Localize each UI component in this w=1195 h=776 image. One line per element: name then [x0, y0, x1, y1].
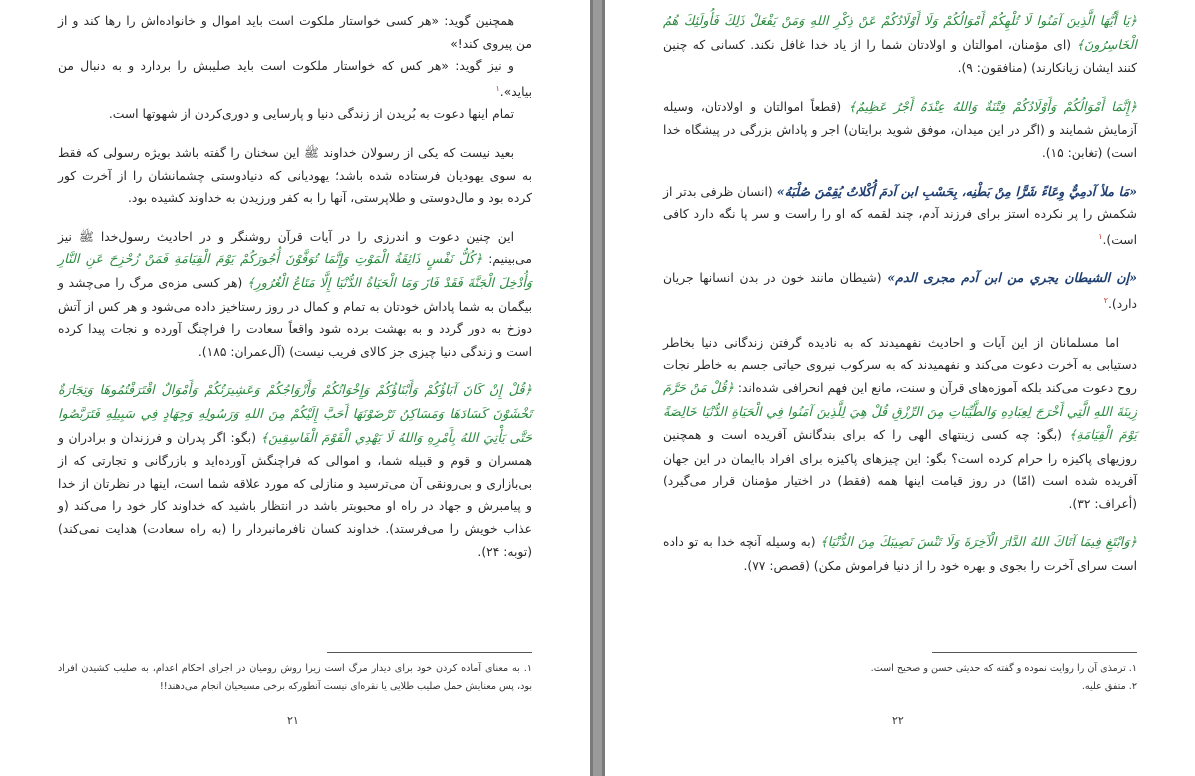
- paragraph-quote: و نیز گوید: «هر کس که خواستار ملکوت است باید صلیبش را بردارد و به دنبال من بیاید».$^۱$: [58, 59, 532, 99]
- quran-verse: ﴿قُلْ مَنْ حَرَّمَ زِينَةَ اللهِ الَّتِي أَخْرَجَ لِعِبَادِهِ وَالطَّيِّبَاتِ مِنَ الرِّزْقِ قُلْ هِيَ لِلَّذِينَ آمَنُوا فِي الْحَيَاةِ الدُّنْيَا خَالِصَةً يَوْمَ الْقِيَامَةِ﴾: [663, 380, 1137, 444]
- footnote-divider: [327, 652, 532, 653]
- paragraph-taghabun: [663, 96, 1137, 165]
- hadith-translation: (انسان ظرفی بدتر از شکمش را پر نکرده استز برای فرزند آدم، چند لقمه که او را راست و سر پا نگه دارد کافی است).: [663, 184, 1137, 247]
- quran-verse: ﴿يَا أَيُّهَا الَّذِينَ آمَنُوا لَا تُلْهِكُمْ أَمْوَالُكُمْ وَلَا أَوْلَادُكُمْ عَنْ ذِكْرِ اللهِ وَمَنْ يَفْعَلْ ذَلِكَ فَأُولَئِكَ هُمُ الْخَاسِرُونَ﴾: [663, 14, 1137, 53]
- footnote-item: ۱. به معنای آماده کردن خود برای دیدار مرگ است زیرا روش رومیان در اجرای احکام اعدام، به صلیب کشیدن افراد بود، پس معنایش حمل صلیب طلایی یا نقره‌ای نیست آنطورکه برخی مسیحیان انجام می‌دهند!!: [58, 663, 532, 692]
- footnotes: [663, 660, 1137, 695]
- quran-verse: ﴿قُلْ إِنْ كَانَ آبَاؤُكُمْ وَأَبْنَاؤُكُمْ وَإِخْوَانُكُمْ وَأَزْوَاجُكُمْ وَعَشِيرَتُكُمْ وَأَمْوَالٌ اقْتَرَفْتُمُوهَا وَتِجَارَةٌ تَخْشَوْنَ كَسَادَهَا وَمَسَاكِنُ تَرْضَوْنَهَا أَحَبَّ إِلَيْكُمْ مِنَ اللهِ وَرَسُولِهِ وَجِهَادٍ فِي سَبِيلِهِ فَتَرَبَّصُوا حَتَّى يَأْتِيَ اللهُ بِأَمْرِهِ وَاللهُ لَا يَهْدِي الْقَوْمَ الْفَاسِقِينَ﴾: [58, 383, 532, 446]
- quran-verse: ﴿كُلُّ نَفْسٍ ذَائِقَةُ الْمَوْتِ وَإِنَّمَا تُوَفَّوْنَ أُجُورَكُمْ يَوْمَ الْقِيَامَةِ فَمَنْ زُحْزِحَ عَنِ النَّارِ وَأُدْخِلَ الْجَنَّةَ فَقَدْ فَازَ وَمَا الْحَيَاةُ الدُّنْيَا إِلَّا مَتَاعُ الْغُرُورِ﴾: [58, 252, 532, 292]
- paragraph-messengers: بعید نیست که یکی از رسولان خداوند ﷺ این سخنان را گفته باشد بویژه رسولی که فقط به سوی یهودیان فرستاده شده باشد؛ یهودیانی که دنیادوستی چشمانشان را از آخرت کور کرده بود و مال‌دوستی و طلاپرستی، آنها را به کفر ورزیدن به خداوند کشیده بود.: [58, 146, 532, 206]
- verse-translation: (بگو: چه کسی زینتهای الهی را که برای بندگانش آفریده است و همچنین روزیهای پاکیزه را حرام کرده است؟ بگو: این چیزهای پاکیزه برای افراد باایمان در این جهان آفریده شده است (امّا) در روز قیامت اینها همه (فقط) در اختیار مؤمنان قرار می‌گیرد) (أعراف: ۳۲).: [663, 428, 1137, 511]
- footnote-item: ۱. ترمذی آن را روایت نموده و گفته که حدیثی حسن و صحیح است.: [870, 663, 1137, 674]
- hadith-text: «مَا ملأ آدمِيٌّ وِعَاءً شَرًّا مِنْ بَطْنِه، بِحَسْبِ ابن آدمَ أُكْلاتٌ يُقِمْنَ صُلْبَهُ»: [776, 183, 1137, 199]
- hadith-translation: (شیطان مانند خون در بدن انسانها جریان دارد).: [663, 271, 1137, 312]
- page-22-body: [663, 10, 1137, 594]
- paragraph-hadith-stomach: [663, 181, 1137, 252]
- verse-translation: (قطعاً اموالتان و اولادتان، وسیله آزمایش شمایند و (اگر در این میدان، موفق شوید برایتان) اجر و پاداش بزرگی در پیشگاه خدا است) (تغابن: ۱۵).: [663, 99, 1137, 160]
- footnote-ref[interactable]: ۱: [495, 83, 500, 93]
- quran-verse: ﴿إِنَّمَا أَمْوَالُكُمْ وَأَوْلَادُكُمْ فِتْنَةٌ وَاللهُ عِنْدَهُ أَجْرٌ عَظِيمٌ﴾: [848, 99, 1137, 115]
- page-gutter: [590, 0, 593, 776]
- paragraph-tawbah: [58, 379, 532, 563]
- paragraph-hadith-shaytan: [663, 267, 1137, 315]
- page-21-body: [58, 10, 532, 579]
- footnote-divider: [932, 652, 1137, 653]
- paragraph-intro: همچنین گوید: «هر کسی خواستار ملکوت است باید اموال و خانواده‌اش را رها کند و از من پیروی کند!»: [58, 14, 532, 51]
- honorific-glyph: ﷺ: [304, 146, 319, 161]
- paragraph-muslims: اما مسلمانان از این آیات و احادیث نفهمیدند که به نادیده گرفتن زندگانی دنیا بخاطر دستیابی به آخرت دعوت می‌کند و نفهمیدند که به سرکوب نیروی حیاتی جسم به خاطر نجات روح دعوت می‌کند بلکه آموزه‌های قرآن و سنت، مانع این فهم انحرافی شده‌اند: ﴿قُلْ مَنْ حَرَّمَ زِينَةَ اللهِ الَّتِي أَخْرَجَ لِعِبَادِهِ وَالطَّيِّبَاتِ مِنَ الرِّزْقِ قُلْ هِيَ لِلَّذِينَ آمَنُوا فِي الْحَيَاةِ الدُّنْيَا خَالِصَةً يَوْمَ الْقِيَامَةِ﴾ (بگو: چه کسی زینتهای الهی را که برای بندگانش آفریده است و همچنین روزیهای پاکیزه را حرام کرده است؟ بگو: این چیزهای پاکیزه برای افراد باایمان در این جهان آفریده شده است (امّا) در روز قیامت اینها همه (فقط) در اختیار مؤمنان قرار می‌گیرد) (أعراف: ۳۲).: [663, 335, 1137, 511]
- verse-translation: (به وسیله آنچه خدا به تو داده است سرای آخرت را بجوی و بهره خود را از دنیا فراموش مکن) (قصص: ۷۷).: [663, 535, 1137, 574]
- paragraph-quran-call: این چنین دعوت و اندرزی را در آیات قرآن روشنگر و در احادیث رسول‌خدا ﷺ نیز می‌بینیم: ﴿كُلُّ نَفْسٍ ذَائِقَةُ الْمَوْتِ وَإِنَّمَا تُوَفَّوْنَ أُجُورَكُمْ يَوْمَ الْقِيَامَةِ فَمَنْ زُحْزِحَ عَنِ النَّارِ وَأُدْخِلَ الْجَنَّةَ فَقَدْ فَازَ وَمَا الْحَيَاةُ الدُّنْيَا إِلَّا مَتَاعُ الْغُرُورِ﴾ (هر کسی مزه‌ی مرگ را می‌چشد و بیگمان به شما پاداش خودتان به تمام و کمال در روز رستاخیز داده می‌شود و هر کس از آتش دوزخ به دور گردد و به بهشت برده شود واقعاً سعادت را فراچنگ آورده و نجات پیدا کرده است و زندگی دنیا چیزی جز کالای فریب نیست) (آل‌عمران: ۱۸۵).: [58, 229, 532, 359]
- hadith-text: «إن الشيطان يجري من ابن آدم مجرى الدم»: [887, 270, 1137, 286]
- footnote-ref[interactable]: ۱: [1098, 231, 1103, 241]
- paragraph-quote-tail: تمام اینها دعوت به بُریدن از زندگی دنیا و پارسایی و دوری‌کردن از شهوتها است.: [108, 107, 514, 122]
- footnote-ref[interactable]: ۲: [1103, 296, 1108, 306]
- footnotes: [58, 660, 532, 695]
- page-22: [605, 0, 1195, 776]
- verse-translation: (هر کسی مزه‌ی مرگ را می‌چشد و بیگمان به شما پاداش خودتان به تمام و کمال در روز رستاخیز داده می‌شود و هر کس از آتش دوزخ به دور گردد و به بهشت برده شود واقعاً سعادت را فراچنگ آورده و نجات پیدا کرده است و زندگی دنیا چیزی جز کالای فریب نیست) (آل‌عمران: ۱۸۵).: [58, 276, 532, 359]
- paragraph-munafiqun: [663, 10, 1137, 80]
- quran-verse: ﴿وَابْتَغِ فِيمَا آتَاكَ اللهُ الدَّارَ الْآخِرَةَ وَلَا تَنْسَ نَصِيبَكَ مِنَ الدُّنْيَا﴾: [820, 535, 1138, 551]
- paragraph-qasas: [663, 531, 1137, 577]
- verse-translation: (ای مؤمنان، اموالتان و اولادتان شما را از یاد خدا غافل نکند. کسانی که چنین کنند ایشان زیانکارند) (منافقون: ۹).: [663, 37, 1137, 76]
- page-21: [0, 0, 590, 776]
- page-number: ۲۱: [287, 714, 299, 727]
- footnote-item: ۲. متفق علیه.: [1081, 680, 1137, 692]
- verse-translation: (بگو: اگر پدران و فرزندان و برادران و همسران و قوم و قبیله شما، و اموالی که فراچنگش آورده‌اید و بازرگانی و تجارتی که از بی‌بازاری و بی‌رونقی آن می‌ترسید و منازلی که مورد علاقه شما است، اینها در نظرتان از خدا و پیامبرش و جهاد در راه او محبوبتر باشد در انتظار باشید که خداوند کار خود را می‌کند (و عذاب خویش را می‌فرستد). خداوند کسان نافرمانبردار را (به راه سعادت) هدایت نمی‌کند) (توبه: ۲۴).: [58, 430, 532, 559]
- page-number: ۲۲: [892, 714, 904, 727]
